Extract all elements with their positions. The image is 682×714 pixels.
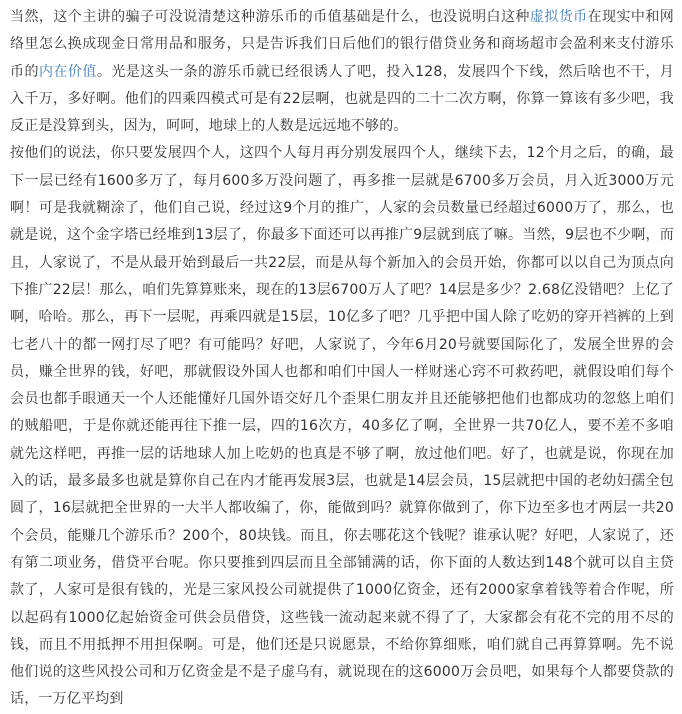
paragraph-1-text-a: 当然，这个主讲的骗子可没说清楚这种游乐币的币值基础是什么，也没说明白这种 (10, 9, 530, 25)
paragraph-1-text-c: 。光是这头一条的游乐币就已经很诱人了吧，投入128，发展四个下线，然后啥也不干，月入千万，多好啊。他们的四乘四模式可是有22层啊，也就是四的二十二次方啊，你算一算该有多少吧，我反正是没算到头，因为，呵呵，地球上的人数是远远地不够的。 (10, 63, 675, 135)
article-body (10, 4, 674, 714)
paragraph-2: 按他们的说法，你只要发展四个人，这四个人每月再分别发展四个人，继续下去，12个月之后，的确，最下一层已经有1600多万了，每月600多万没问题了，再多推一层就是6700多万会员，月入近3000万元啊！可是我就糊涂了，他们自己说，经过这9个月的推广，人家的会员数量已经超过6000万了，那么，也就是说，这个金字塔已经堆到13层了，你最多下面还可以再推广9层就到底了嘛。当然，9层也不少啊，而且，人家说了，不是从最开始到最后一共22层，而是从每个新加入的会员开始，你都可以以自己为顶点向下推广22层！那么，咱们先算算账来，现在的13层6700万人了吧？14层是多少？2.68亿没错吧？上亿了啊，哈哈。那么，再下一层呢，再乘四就是15层，10亿多了吧？几乎把中国人除了吃奶的穿开裆裤的上到七老八十的都一网打尽了吧？有可能吗？好吧，人家说了，今年6月20号就要国际化了，发展全世界的会员，赚全世界的钱，好吧，那就假设外国人也都和咱们中国人一样财迷心窍不可救药吧，就假设咱们每个会员也都手眼通天一个人还能懂好几国外语交好几个歪果仁朋友并且还能够把他们也都成功的忽悠上咱们的贼船吧，于是你就还能再往下推一层，四的16次方，40多亿了啊，全世界一共70亿人，要不差不多咱就先这样吧，再推一层的话地球人加上吃奶的也真是不够了啊，放过他们吧。好了，也就是说，你现在加入的话，最多最多也就是算你自己在内才能再发展3层，也就是14层会员，15层就把中国的老幼妇孺全包圆了，16层就把全世界的一大半人都收编了，你，能做到吗？就算你做到了，你下边至多也才两层一共20个会员，能赚几个游乐币？200个，80块钱。而且，你去哪花这个钱呢？谁承认呢？好吧，人家说了，还有第二项业务，借贷平台呢。你只要推到四层而且全部铺满的话，你下面的人数达到148个就可以自主贷款了，人家可是很有钱的，光是三家风投公司就提供了1000亿资金，还有2000家拿着钱等着合作呢，所以起码有1000亿起始资金可供会员借贷，这些钱一流动起来就不得了了，大家都会有花不完的用不尽的钱，而且不用抵押不用担保啊。可是，他们还是只说愿景，不给你算细账，咱们就自己再算算啊。先不说他们说的这些风投公司和万亿资金是不是子虚乌有，就说现在的这6000万会员吧，如果每个人都要贷款的话，一万亿平均到 (10, 145, 674, 708)
paragraph-1-text-b: 在现实中和网络里怎么换成现金日常用品和服务，只是告诉我们日后他们的银行借贷业务和商场超市会盈利来支付游乐币的 (10, 9, 674, 80)
link-intrinsic-value[interactable]: 内在价值 (38, 63, 97, 80)
link-virtual-currency[interactable]: 虚拟货币 (529, 9, 588, 25)
paragraph-1 (10, 4, 674, 140)
